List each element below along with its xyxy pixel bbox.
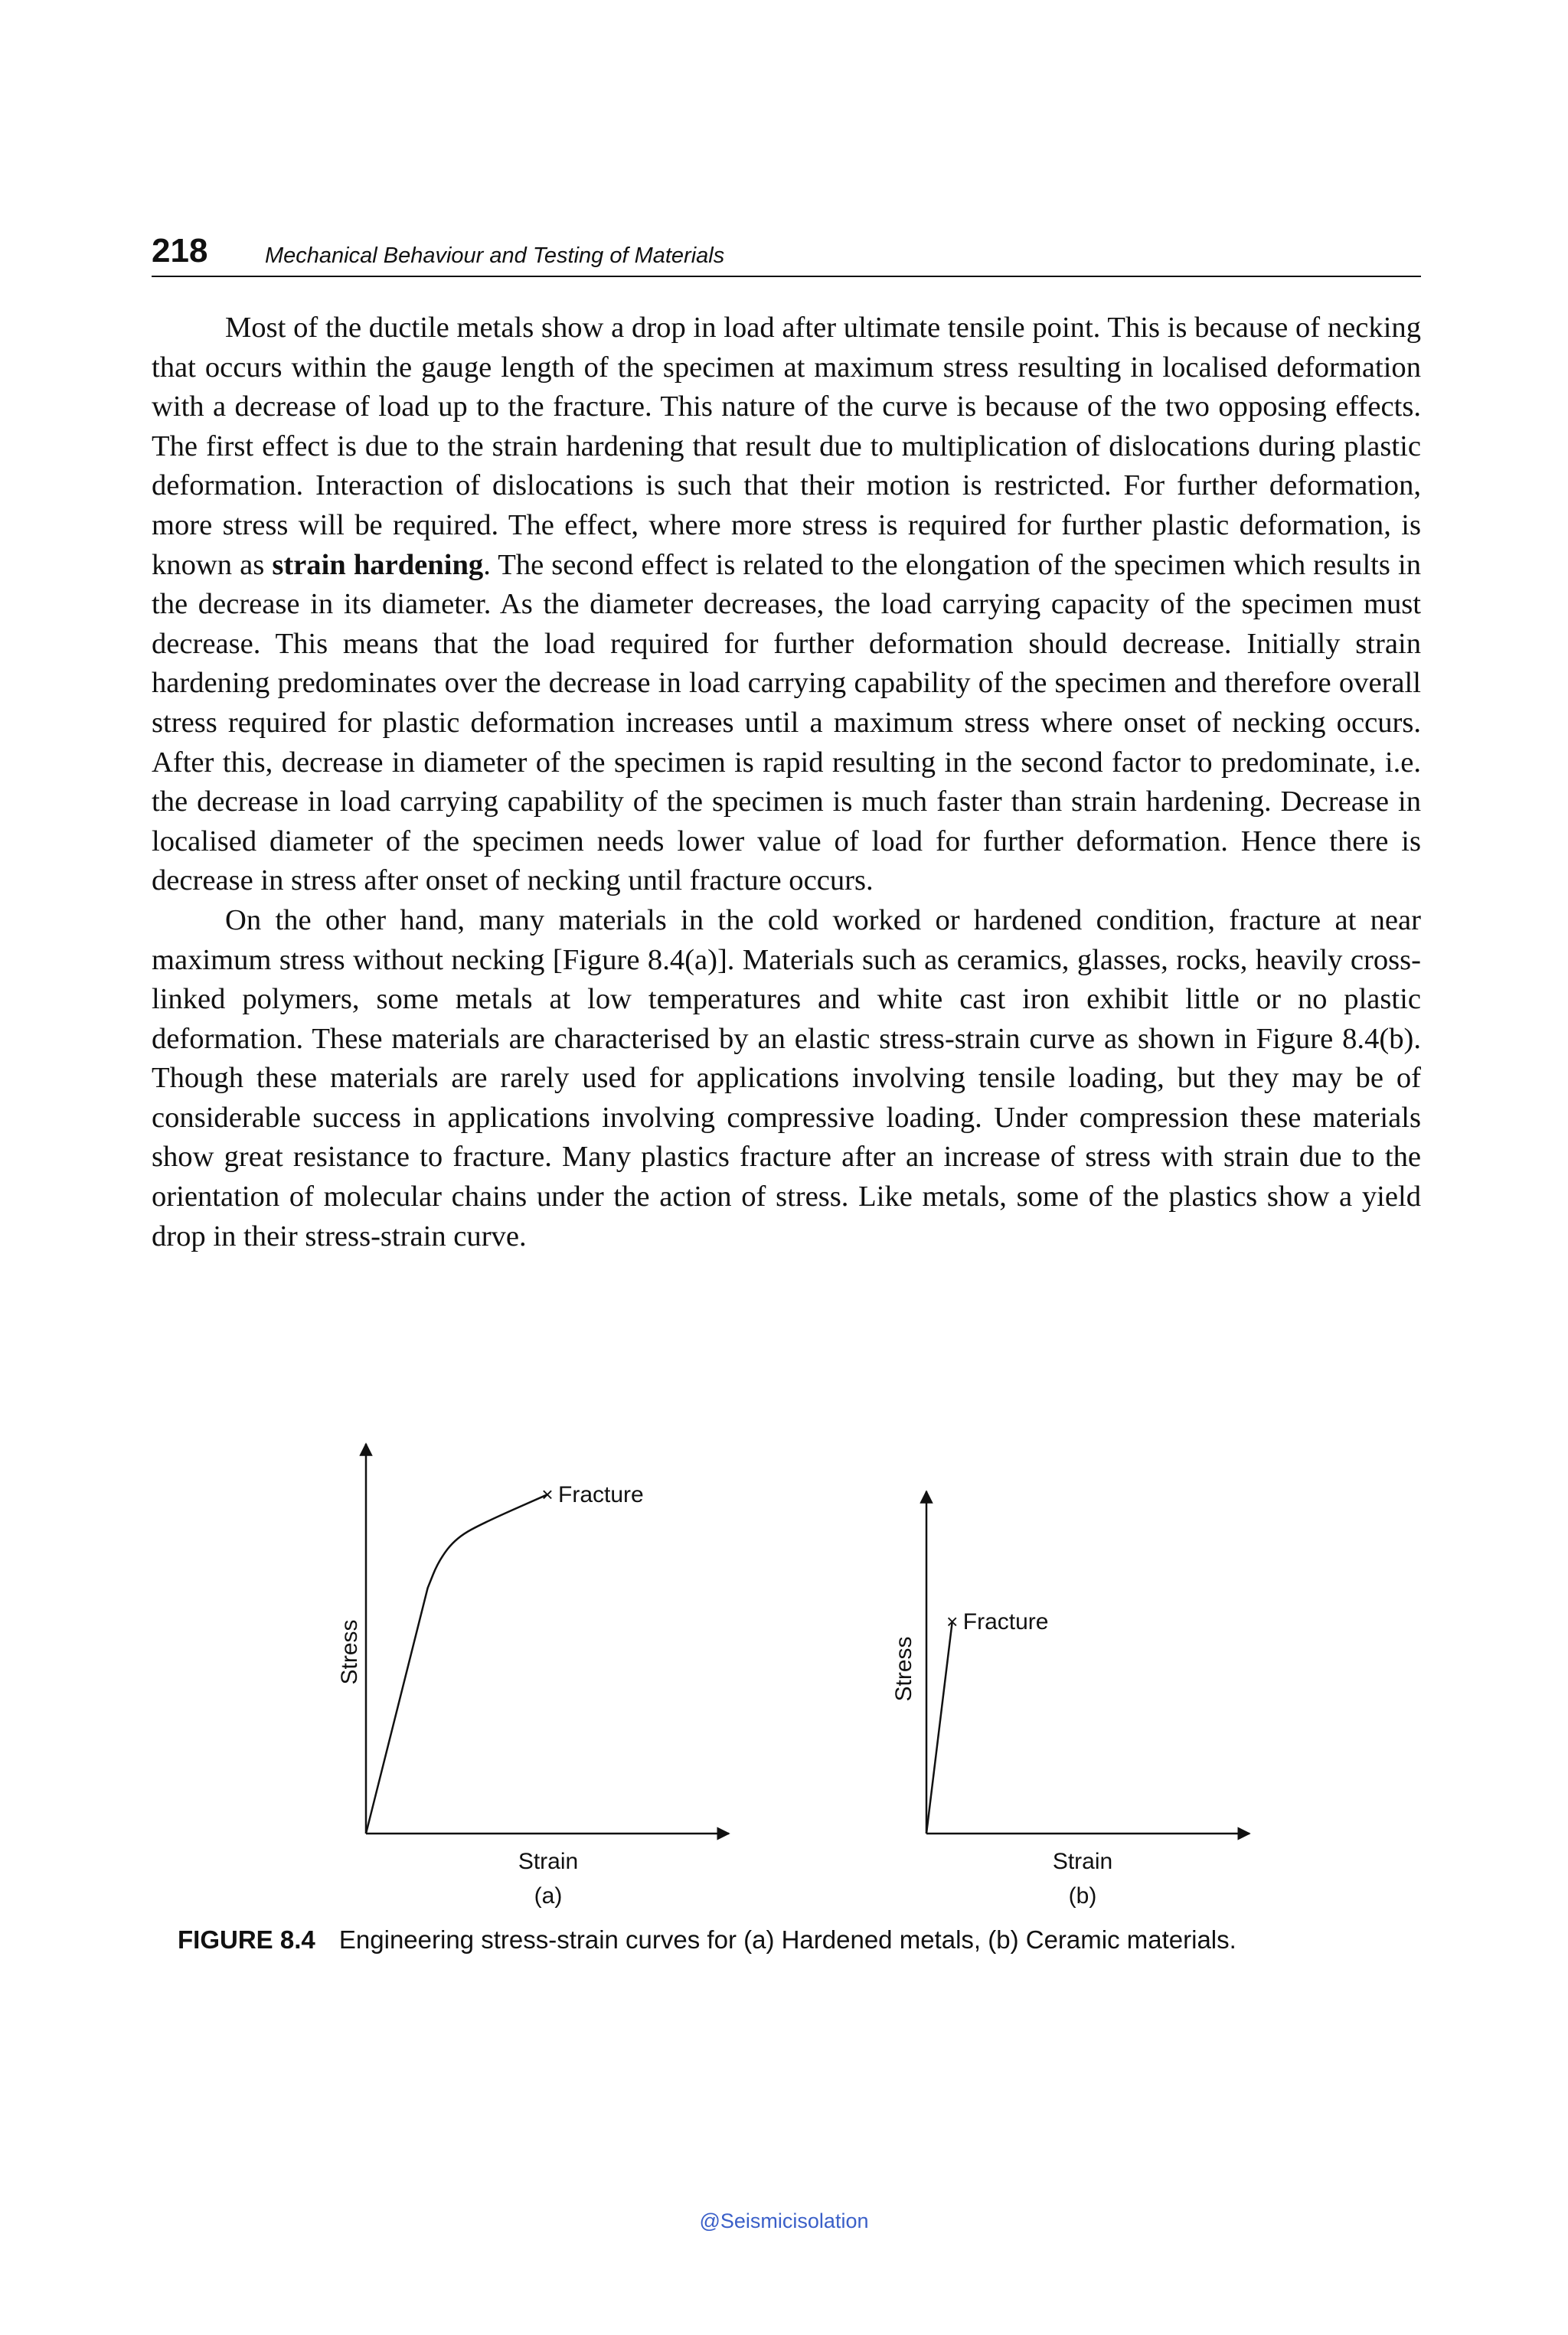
paragraph-2: On the other hand, many materials in the cold worked or hardened condition, fracture at near maximum stress without necking [Figure 8.4(a)]. Materials such as ceramics, glasses, rocks, heavily cross-linked polymers, some metals at low temperatures and white cast iron exhibit little or no plastic deformation. These materials are characterised by an elastic stress-strain curve as shown in Figure 8.4(b). Though these materials are rarely used for applications involving tensile loading, but they may be of considerable success in applications involving compressive loading. Under compression these materials show great resistance to fracture. Many plastics fracture after an increase of stress with strain due to the orientation of molecular chains under the action of stress. Like metals, some of the plastics show a yield drop in their stress-strain curve. [152, 903, 1421, 1252]
panel-a-curve [366, 1494, 547, 1834]
panel-b-ylabel: Stress [891, 1636, 916, 1702]
panel-a-xlabel: Strain [518, 1849, 579, 1874]
watermark: @Seismicisolation [699, 2209, 869, 2232]
caption-text: Engineering stress-strain curves for (a) Hardened metals, (b) Ceramic materials. [338, 1925, 1236, 1954]
caption-label: FIGURE 8.4 [178, 1925, 315, 1954]
panel-a-fracture-label: Fracture [558, 1482, 644, 1508]
panel-b-xlabel: Strain [1052, 1849, 1113, 1874]
paragraph-1-start: Most of the ductile metals show a drop in load after ultimate tensile point. This is because of necking that occurs within the gauge length of the specimen at maximum stress resulting in localised deformation with a decrease of load up to the fracture. This nature of the curve is because of the two opposing effects. The first effect is due to the strain hardening that result due to multiplication of dislocations during plastic deformation. Interaction of dislocations is such that their motion is restricted. For further deformation, more stress will be required. The effect, where more stress is required for further plastic deformation, is known as [152, 312, 1421, 581]
body-text [152, 309, 1421, 1256]
panel-b-curve [926, 1621, 952, 1834]
figure-caption [178, 1924, 1403, 1956]
panel-a-ylabel: Stress [337, 1619, 362, 1685]
panel-b-fracture-marker: × [946, 1609, 959, 1633]
strain-hardening-term: strain hardening [272, 548, 484, 581]
stress-strain-figure [0, 1439, 1568, 1975]
page-number: 218 [152, 232, 208, 269]
panel-a [337, 1444, 729, 1909]
running-header [152, 231, 1421, 277]
panel-b-fracture-label: Fracture [962, 1608, 1049, 1634]
running-title: Mechanical Behaviour and Testing of Materials [265, 243, 725, 268]
panel-a-sublabel: (a) [534, 1883, 563, 1909]
panel-a-fracture-marker: × [541, 1483, 554, 1507]
panel-b-sublabel: (b) [1068, 1883, 1097, 1909]
paragraph-1-end: . The second effect is related to the elongation of the specimen which results in the decrease in its diameter. As the diameter decreases, the load carrying capacity of the specimen must decrease. This means that the load required for further deformation should decrease. Initially strain hardening predominates over the decrease in load carrying capability of the specimen and therefore overall stress required for plastic deformation increases until a maximum stress where onset of necking occurs. After this, decrease in diameter of the specimen is rapid resulting in the second factor to predominate, i.e. the decrease in load carrying capability of the specimen is much faster than strain hardening. Decrease in localised diameter of the specimen needs lower value of load for further deformation. Hence there is decrease in stress after onset of necking until fracture occurs. [152, 548, 1421, 897]
paragraph-1 [152, 309, 1421, 901]
panel-b [891, 1491, 1250, 1909]
figure-8-4 [0, 1439, 1568, 1975]
